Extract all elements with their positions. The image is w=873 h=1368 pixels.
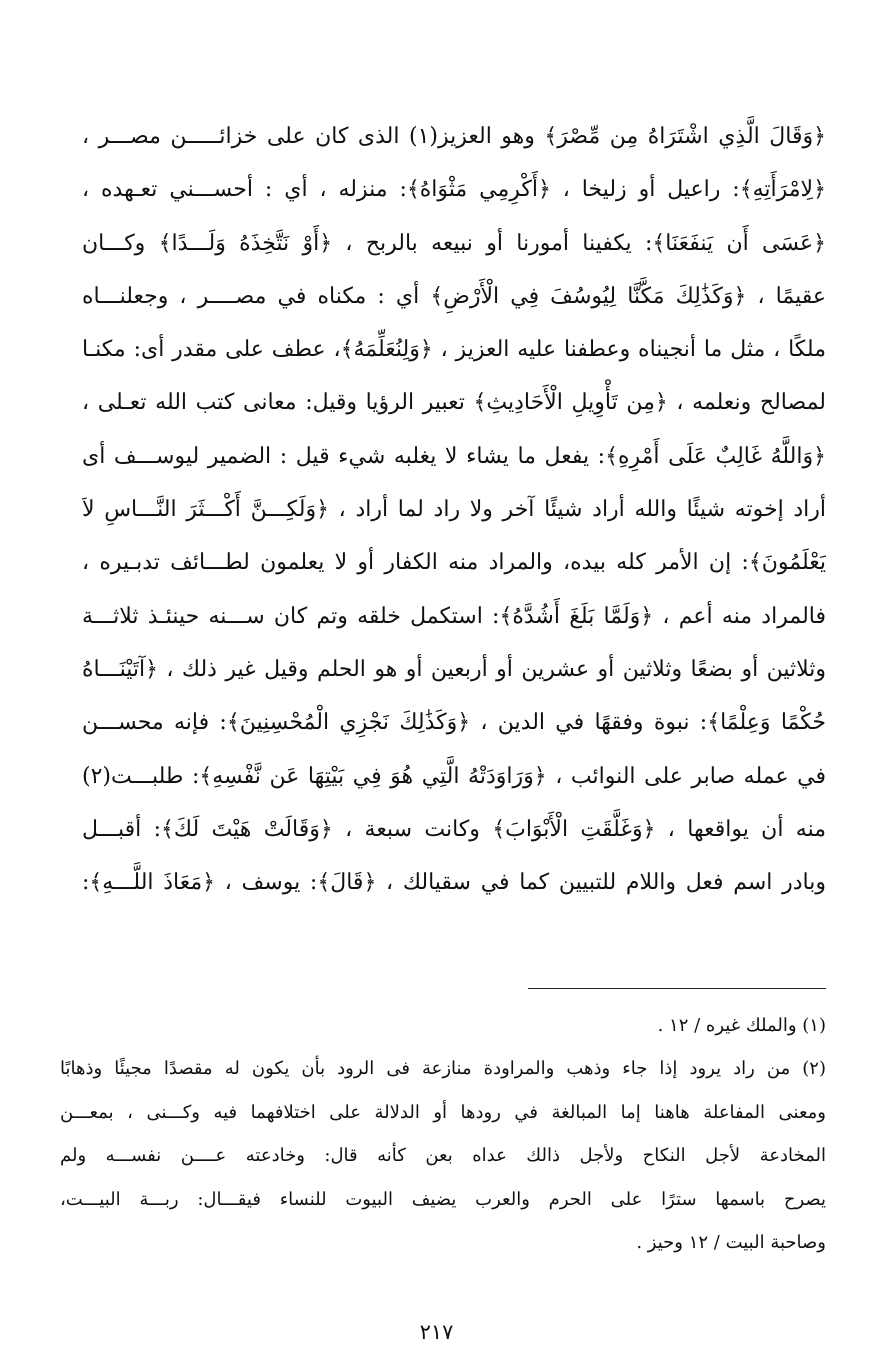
footnote-2-line: وصاحبة البيت / ١٢ وحيز .	[636, 1231, 826, 1253]
footnote-2-line: المخادعة لأجل النكاح ولأجل ذالك عداه بعن كأنه قال: وخادعته عــــن نفســـه ولم	[60, 1145, 826, 1167]
footnote-1: (١) والملك غيره / ١٢ .	[657, 1015, 826, 1036]
footnotes-block	[60, 1004, 826, 1264]
page-number: ٢١٧	[419, 1320, 454, 1344]
footnote-divider	[528, 988, 826, 989]
text-line: ملكًا ، مثل ما أنجيناه وعطفنا عليه العزيز ، ﴿وَلِنُعَلِّمَهُ﴾، عطف على مقدر أى: مكنـا	[82, 337, 826, 363]
footnote-2-line: يصرح باسمها سترًا على الحرم والعرب يضيف البيوت للنساء فيقـــال: ربـــة البيـــت،	[60, 1188, 826, 1210]
text-line: لمصالح ونعلمه ، ﴿مِن تَأْوِيلِ الْأَحَادِيثِ﴾ تعبير الرؤيا وقيل: معانى كتب الله تعـلى ،	[82, 390, 826, 416]
text-line: ﴿وَاللَّهُ غَالِبٌ عَلَى أَمْرِهِ﴾: يفعل ما يشاء لا يغلبه شيء قيل : الضمير ليوســـف أى	[82, 443, 826, 469]
text-line: حُكْمًا وَعِلْمًا﴾: نبوة وفقهًا في الدين ، ﴿وَكَذَٰلِكَ نَجْزِي الْمُحْسِنِينَ﴾: فإنه محســـن	[82, 710, 826, 736]
text-line: وبادر اسم فعل واللام للتبيين كما في سقيالك ، ﴿قَالَ﴾: يوسف ، ﴿مَعَاذَ اللَّـــهِ﴾:	[82, 870, 826, 896]
text-line: ﴿وَقَالَ الَّذِي اشْتَرَاهُ مِن مِّصْرَ﴾ وهو العزيز(١) الذى كان على خزائـــــن مصـــر ،	[82, 124, 826, 149]
text-line: ﴿عَسَى أَن يَنفَعَنَا﴾: يكفينا أمورنا أو نبيعه بالربح ، ﴿أَوْ نَتَّخِذَهُ وَلَـــدًا﴾ وكـــان	[82, 230, 826, 256]
text-line: منه أن يواقعها ، ﴿وَغَلَّقَتِ الْأَبْوَابَ﴾ وكانت سبعة ، ﴿وَقَالَتْ هَيْتَ لَكَ﴾: أقبـــل	[82, 816, 826, 842]
text-line: وثلاثين أو بضعًا وثلاثين أو عشرين أو أربعين أو هو الحلم وقيل غير ذلك ، ﴿آتَيْنَـــاهُ	[82, 656, 826, 682]
footnote-2-line: (٢) من راد يرود إذا جاء وذهب والمراودة منازعة فى الرود بأن يكون له مقصدًا مجيئًا وذهابًا	[60, 1058, 826, 1080]
main-text-block	[82, 110, 826, 909]
text-line: عقيمًا ، ﴿وَكَذَٰلِكَ مَكَّنَّا لِيُوسُفَ فِي الْأَرْضِ﴾ أي : مكناه في مصــــر ، وجعلنـــاه	[82, 283, 826, 309]
text-line: يَعْلَمُونَ﴾: إن الأمر كله بيده، والمراد منه الكفار أو لا يعلمون لطـــائف تدبـيره ،	[82, 550, 826, 576]
text-line: في عمله صابر على النوائب ، ﴿وَرَاوَدَتْهُ الَّتِي هُوَ فِي بَيْتِهَا عَن نَّفْسِهِ﴾: طلبـــت(٢)	[82, 763, 826, 789]
text-line: فالمراد منه أعم ، ﴿وَلَمَّا بَلَغَ أَشُدَّهُ﴾: استكمل خلقه وتم كان ســـنه حينئـذ ثلاثـــة	[82, 603, 826, 629]
text-line: ﴿لِامْرَأَتِهِ﴾: راعيل أو زليخا ، ﴿أَكْرِمِي مَثْوَاهُ﴾: منزله ، أي : أحســـني تعـهده ،	[82, 177, 826, 203]
text-line: أراد إخوته شيئًا والله أراد شيئًا آخر ولا راد لما أراد ، ﴿وَلَكِـــنَّ أَكْـــثَرَ النَّـــاسِ لاَ	[82, 497, 826, 523]
footnote-2-line: ومعنى المفاعلة هاهنا إما المبالغة في رودها أو الدلالة على اختلافهما فيه وكـــنى ، بمعـــن	[60, 1101, 826, 1123]
